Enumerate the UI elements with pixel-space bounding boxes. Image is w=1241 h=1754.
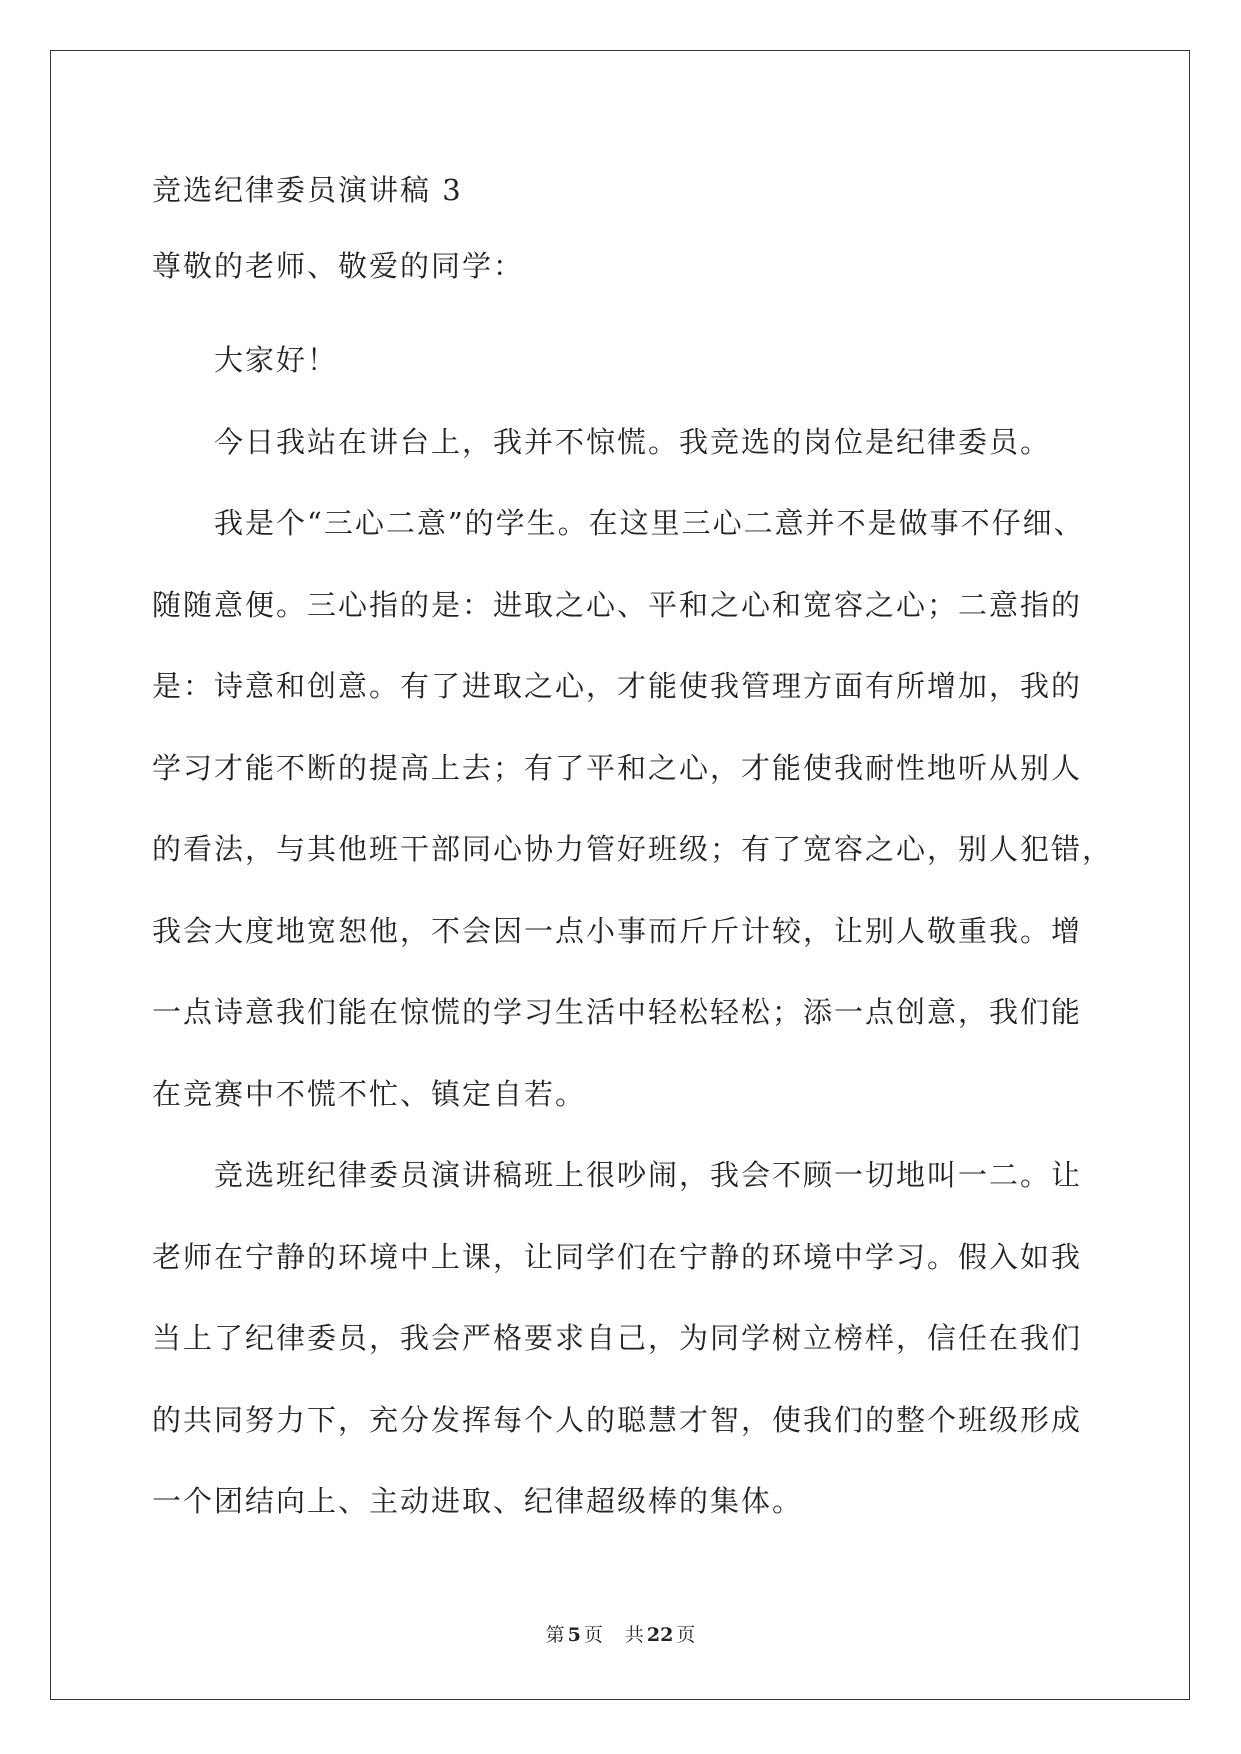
body-line: 在竞赛中不慌不忙、镇定自若。 xyxy=(152,1076,587,1111)
body-line: 一个团结向上、主动进取、纪律超级棒的集体。 xyxy=(152,1484,804,1518)
body-line: 今日我站在讲台上，我并不惊慌。我竞选的岗位是纪律委员。 xyxy=(214,424,1052,459)
greeting: 大家好！ xyxy=(214,343,339,377)
salutation: 尊敬的老师、敬爱的同学： xyxy=(152,249,525,283)
document-body xyxy=(152,160,1114,1543)
body-line: 是：诗意和创意。有了进取之心，才能使我管理方面有所增加，我的 xyxy=(152,669,1083,703)
body-line: 我会大度地宽恕他，不会因一点小事而斤斤计较，让别人敬重我。增 xyxy=(152,913,1083,948)
body-line: 当上了纪律委员，我会严格要求自己，为同学树立榜样，信任在我们 xyxy=(152,1321,1083,1355)
body-line: 的共同努力下，充分发挥每个人的聪慧才智，使我们的整个班级形成 xyxy=(152,1402,1083,1437)
page-footer xyxy=(0,1620,1241,1647)
footer-total-suffix: 页 xyxy=(676,1624,696,1646)
footer-total-pages: 22 xyxy=(646,1624,674,1646)
document-title: 竞选纪律委员演讲稿 3 xyxy=(152,173,463,207)
body-line: 的看法，与其他班干部同心协力管好班级；有了宽容之心，别人犯错， xyxy=(152,832,1114,866)
body-line: 竞选班纪律委员演讲稿班上很吵闹，我会不顾一切地叫一二。让 xyxy=(214,1158,1083,1192)
body-line: 随随意便。三心指的是：进取之心、平和之心和宽容之心；二意指的 xyxy=(152,587,1083,622)
footer-page-prefix: 第 xyxy=(545,1624,565,1646)
footer-total-prefix: 共 xyxy=(624,1624,644,1646)
body-line: 我是个“三心二意”的学生。在这里三心二意并不是做事不仔细、 xyxy=(214,506,1085,540)
body-text xyxy=(152,402,1114,1543)
footer-page-suffix: 页 xyxy=(583,1624,603,1646)
body-line: 学习才能不断的提高上去；有了平和之心，才能使我耐性地听从别人 xyxy=(152,750,1083,785)
body-line: 一点诗意我们能在惊慌的学习生活中轻松轻松；添一点创意，我们能 xyxy=(152,995,1083,1029)
body-line: 老师在宁静的环境中上课，让同学们在宁静的环境中学习。假入如我 xyxy=(152,1239,1083,1274)
footer-page-number: 5 xyxy=(567,1624,581,1646)
